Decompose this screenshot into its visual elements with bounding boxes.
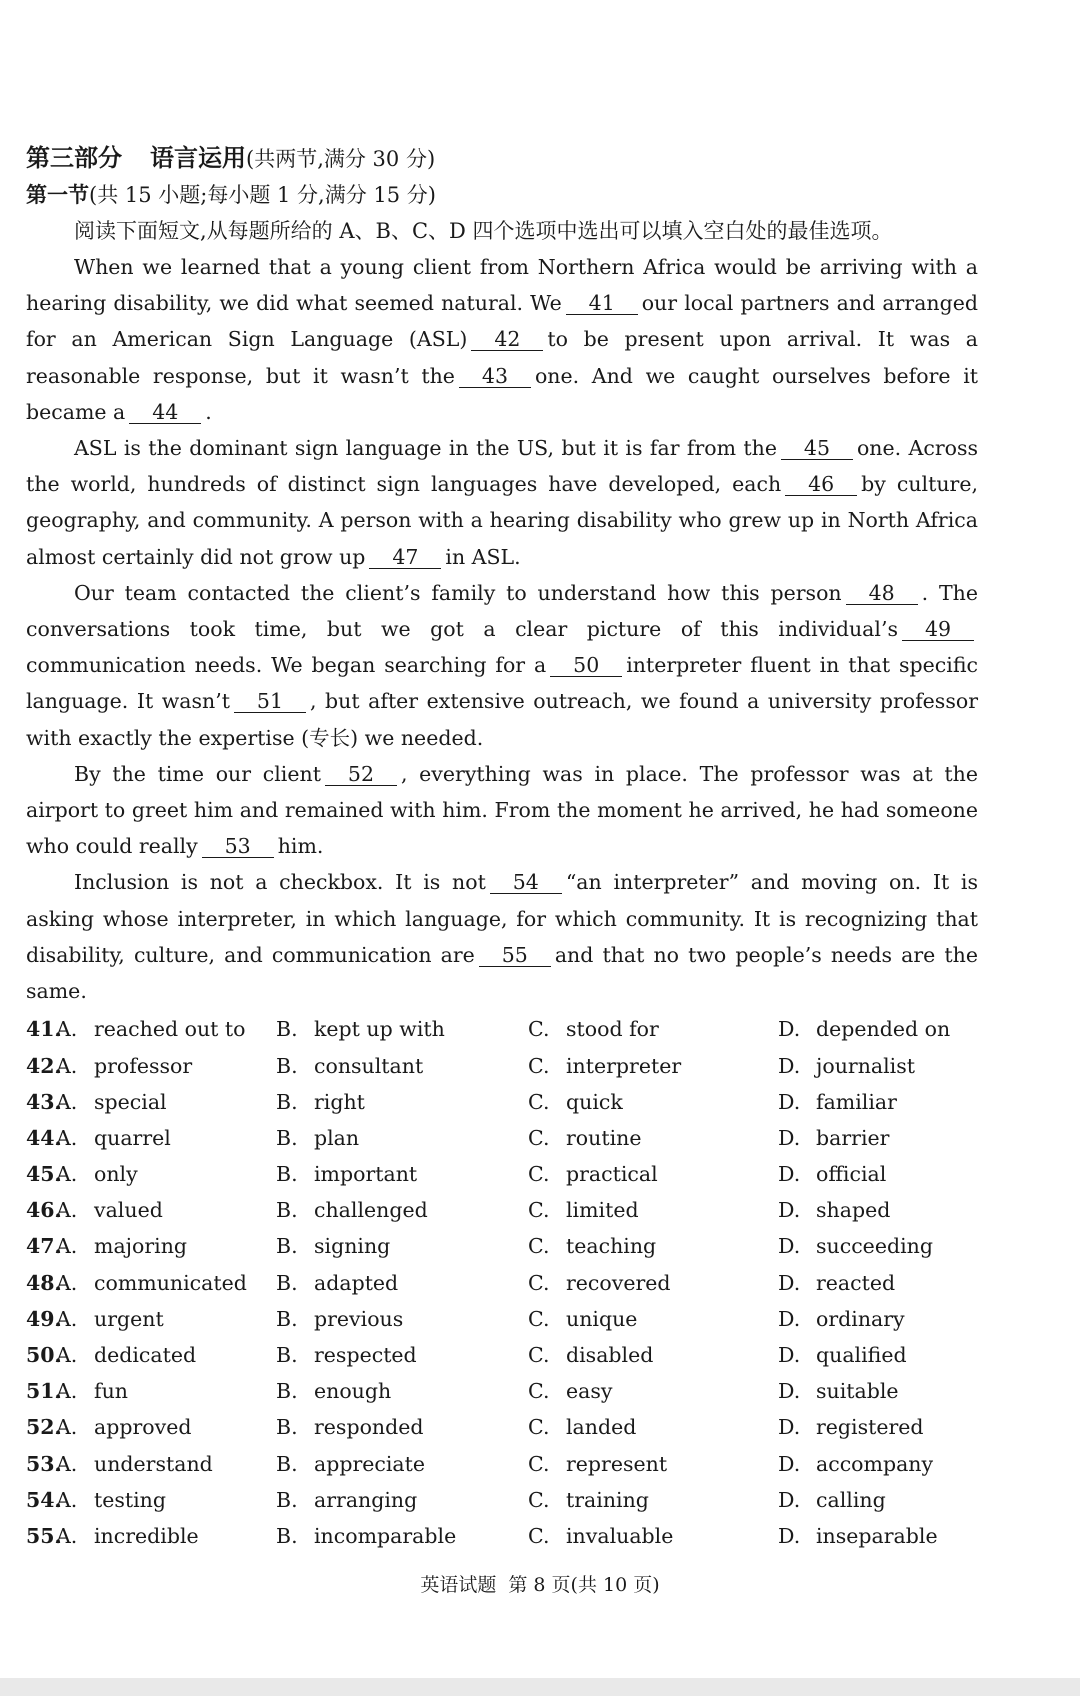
option-letter: A.: [56, 1306, 78, 1331]
option-letter: C.: [528, 1343, 550, 1368]
option-letter: D.: [778, 1270, 801, 1295]
passage-paragraph-1: [26, 249, 978, 430]
option-text: disabled: [566, 1343, 654, 1368]
option-c: [528, 1524, 778, 1548]
option-letter: B.: [276, 1053, 298, 1078]
option-letter: C.: [528, 1162, 550, 1187]
passage-text: in ASL.: [445, 544, 521, 569]
option-text: adapted: [314, 1270, 399, 1295]
question-row: [26, 1192, 978, 1228]
option-letter: C.: [528, 1234, 550, 1259]
option-a: [26, 1488, 276, 1512]
option-c: [528, 1379, 778, 1403]
option-text: enough: [314, 1379, 392, 1404]
question-number: 50.: [26, 1343, 62, 1368]
option-text: quarrel: [94, 1125, 171, 1150]
option-text: invaluable: [566, 1523, 674, 1548]
option-letter: C.: [528, 1125, 550, 1150]
bottom-band: [0, 1678, 1080, 1696]
blank-50: 50: [550, 654, 622, 677]
section-title: [26, 140, 978, 177]
question-number: 48.: [26, 1270, 62, 1295]
option-d: [778, 1054, 978, 1078]
question-number: 46.: [26, 1198, 62, 1223]
question-number: 51.: [26, 1379, 62, 1404]
option-c: [528, 1126, 778, 1150]
option-letter: A.: [56, 1125, 78, 1150]
option-letter: A.: [56, 1198, 78, 1223]
option-c: [528, 1234, 778, 1258]
blank-52: 52: [325, 763, 397, 786]
option-c: [528, 1415, 778, 1439]
blank-55: 55: [479, 944, 551, 967]
option-b: [276, 1452, 528, 1476]
option-a: [26, 1017, 276, 1041]
blank-44: 44: [129, 401, 201, 424]
subsection-note: (共 15 小题;每小题 1 分,满分 15 分): [89, 183, 436, 207]
option-letter: A.: [56, 1451, 78, 1476]
option-d: [778, 1307, 978, 1331]
option-text: only: [94, 1162, 138, 1187]
option-d: [778, 1198, 978, 1222]
option-letter: D.: [778, 1162, 801, 1187]
option-text: suitable: [816, 1379, 899, 1404]
question-number: 55.: [26, 1523, 62, 1548]
option-a: [26, 1524, 276, 1548]
option-text: barrier: [816, 1125, 890, 1150]
option-a: [26, 1162, 276, 1186]
option-b: [276, 1488, 528, 1512]
option-letter: C.: [528, 1089, 550, 1114]
option-text: routine: [566, 1125, 642, 1150]
question-row: [26, 1337, 978, 1373]
option-a: [26, 1415, 276, 1439]
passage-text: ASL is the dominant sign language in the US, but it is far from the: [74, 436, 777, 461]
question-number: 42.: [26, 1053, 62, 1078]
option-b: [276, 1271, 528, 1295]
section-title-sub: 语言运用: [150, 143, 246, 172]
passage-text: one. Across the world, hundreds of distinct sign languages have developed, each: [26, 436, 978, 497]
option-text: approved: [94, 1415, 192, 1440]
option-letter: D.: [778, 1343, 801, 1368]
question-number: 52.: [26, 1415, 62, 1440]
question-number: 49.: [26, 1306, 62, 1331]
option-text: qualified: [816, 1343, 907, 1368]
question-row: [26, 1120, 978, 1156]
option-letter: B.: [276, 1270, 298, 1295]
section-title-note: (共两节,满分 30 分): [246, 147, 436, 171]
option-d: [778, 1524, 978, 1548]
option-text: majoring: [94, 1234, 188, 1259]
blank-53: 53: [202, 835, 274, 858]
option-letter: D.: [778, 1234, 801, 1259]
option-d: [778, 1343, 978, 1367]
footer-page-number: 第 8 页(共 10 页): [508, 1574, 660, 1596]
option-letter: C.: [528, 1053, 550, 1078]
footer-subject: 英语试题: [420, 1574, 497, 1596]
option-c: [528, 1198, 778, 1222]
option-text: shaped: [816, 1198, 891, 1223]
option-letter: D.: [778, 1415, 801, 1440]
option-b: [276, 1162, 528, 1186]
option-letter: D.: [778, 1053, 801, 1078]
option-letter: B.: [276, 1306, 298, 1331]
option-d: [778, 1126, 978, 1150]
option-d: [778, 1415, 978, 1439]
option-letter: B.: [276, 1487, 298, 1512]
option-letter: A.: [56, 1343, 78, 1368]
option-b: [276, 1307, 528, 1331]
option-text: right: [314, 1089, 365, 1114]
option-letter: D.: [778, 1379, 801, 1404]
option-letter: A.: [56, 1234, 78, 1259]
option-a: [26, 1379, 276, 1403]
option-letter: A.: [56, 1053, 78, 1078]
option-text: reacted: [816, 1270, 896, 1295]
option-text: fun: [94, 1379, 128, 1404]
question-row: [26, 1084, 978, 1120]
option-a: [26, 1343, 276, 1367]
option-text: responded: [314, 1415, 424, 1440]
option-text: respected: [314, 1343, 417, 1368]
option-letter: B.: [276, 1343, 298, 1368]
option-text: calling: [816, 1487, 886, 1512]
option-text: appreciate: [314, 1451, 426, 1476]
option-letter: B.: [276, 1125, 298, 1150]
option-letter: B.: [276, 1415, 298, 1440]
option-text: represent: [566, 1451, 668, 1476]
blank-42: 42: [471, 328, 543, 351]
passage-text: Our team contacted the client’s family to understand how this person: [74, 580, 842, 605]
option-letter: A.: [56, 1379, 78, 1404]
option-letter: D.: [778, 1487, 801, 1512]
option-text: teaching: [566, 1234, 657, 1259]
option-letter: D.: [778, 1306, 801, 1331]
option-letter: D.: [778, 1451, 801, 1476]
option-letter: A.: [56, 1162, 78, 1187]
question-row: [26, 1446, 978, 1482]
option-d: [778, 1488, 978, 1512]
blank-49: 49: [902, 618, 974, 641]
question-row: [26, 1156, 978, 1192]
blank-51: 51: [234, 690, 306, 713]
option-text: reached out to: [94, 1017, 246, 1042]
question-number: 44.: [26, 1125, 62, 1150]
option-b: [276, 1524, 528, 1548]
option-d: [778, 1379, 978, 1403]
option-text: special: [94, 1089, 167, 1114]
blank-47: 47: [369, 546, 441, 569]
option-letter: A.: [56, 1270, 78, 1295]
question-row: [26, 1011, 978, 1047]
blank-54: 54: [490, 871, 562, 894]
question-row: [26, 1265, 978, 1301]
blank-45: 45: [781, 437, 853, 460]
option-b: [276, 1090, 528, 1114]
option-text: recovered: [566, 1270, 671, 1295]
option-text: unique: [566, 1306, 638, 1331]
option-a: [26, 1307, 276, 1331]
passage-text: him.: [277, 834, 324, 859]
blank-41: 41: [566, 292, 638, 315]
option-text: communicated: [94, 1270, 247, 1295]
option-a: [26, 1054, 276, 1078]
passage-text: , but after extensive outreach, we found a university professor with exactly the expertise (专长) we needed.: [26, 689, 978, 750]
option-c: [528, 1307, 778, 1331]
option-text: depended on: [816, 1017, 951, 1042]
passage-text: By the time our client: [74, 761, 321, 786]
exam-content: [26, 140, 978, 1554]
option-text: training: [566, 1487, 649, 1512]
question-row: [26, 1482, 978, 1518]
option-text: journalist: [816, 1053, 915, 1078]
option-letter: B.: [276, 1198, 298, 1223]
option-text: quick: [566, 1089, 623, 1114]
option-letter: D.: [778, 1125, 801, 1150]
option-letter: A.: [56, 1017, 78, 1042]
option-text: landed: [566, 1415, 637, 1440]
instructions: 阅读下面短文,从每题所给的 A、B、C、D 四个选项中选出可以填入空白处的最佳选项。: [74, 219, 893, 243]
passage-text: interpreter fluent in that specific language. It wasn’t: [26, 653, 978, 714]
option-text: kept up with: [314, 1017, 445, 1042]
option-d: [778, 1234, 978, 1258]
subsection-title: [26, 177, 978, 213]
options-list: [26, 1011, 978, 1554]
question-row: [26, 1047, 978, 1083]
option-text: testing: [94, 1487, 167, 1512]
option-letter: C.: [528, 1415, 550, 1440]
option-letter: D.: [778, 1017, 801, 1042]
passage-paragraph-4: [26, 756, 978, 865]
option-b: [276, 1198, 528, 1222]
option-letter: A.: [56, 1487, 78, 1512]
option-letter: C.: [528, 1523, 550, 1548]
option-c: [528, 1452, 778, 1476]
option-letter: B.: [276, 1234, 298, 1259]
option-letter: C.: [528, 1017, 550, 1042]
option-c: [528, 1488, 778, 1512]
option-text: plan: [314, 1125, 360, 1150]
passage-text: When we learned that a young client from Northern Africa would be arriving with a hearing disability, we did what seemed natural. We: [26, 255, 978, 316]
option-letter: C.: [528, 1451, 550, 1476]
option-letter: C.: [528, 1379, 550, 1404]
option-letter: C.: [528, 1487, 550, 1512]
option-text: dedicated: [94, 1343, 197, 1368]
passage-text: by culture, geography, and community. A person with a hearing disability who grew up in North Africa almost certainly did not grow up: [26, 472, 978, 569]
question-row: [26, 1409, 978, 1445]
option-text: urgent: [94, 1306, 164, 1331]
option-text: familiar: [816, 1089, 897, 1114]
option-letter: B.: [276, 1379, 298, 1404]
option-a: [26, 1198, 276, 1222]
option-text: stood for: [566, 1017, 659, 1042]
option-d: [778, 1452, 978, 1476]
option-b: [276, 1234, 528, 1258]
option-letter: A.: [56, 1523, 78, 1548]
option-letter: B.: [276, 1089, 298, 1114]
option-c: [528, 1162, 778, 1186]
question-row: [26, 1518, 978, 1554]
passage-text: .: [205, 399, 212, 424]
option-text: signing: [314, 1234, 391, 1259]
option-a: [26, 1452, 276, 1476]
option-b: [276, 1126, 528, 1150]
option-text: consultant: [314, 1053, 424, 1078]
option-b: [276, 1017, 528, 1041]
question-number: 54.: [26, 1487, 62, 1512]
passage-text: . The conversations took time, but we got a clear picture of this individual’s: [26, 580, 978, 642]
subsection-title-main: 第一节: [26, 182, 89, 207]
option-text: easy: [566, 1379, 613, 1404]
option-a: [26, 1271, 276, 1295]
option-text: succeeding: [816, 1234, 933, 1259]
option-letter: A.: [56, 1415, 78, 1440]
option-letter: D.: [778, 1198, 801, 1223]
option-text: important: [314, 1162, 418, 1187]
option-letter: B.: [276, 1017, 298, 1042]
option-text: professor: [94, 1053, 193, 1078]
option-c: [528, 1090, 778, 1114]
option-b: [276, 1379, 528, 1403]
question-row: [26, 1228, 978, 1264]
blank-48: 48: [846, 582, 918, 605]
question-row: [26, 1301, 978, 1337]
option-letter: C.: [528, 1270, 550, 1295]
option-letter: B.: [276, 1162, 298, 1187]
passage-text: our local partners and arranged for an American Sign Language (ASL): [26, 291, 978, 352]
passage-text: and that no two people’s needs are the same.: [26, 942, 978, 1004]
option-c: [528, 1054, 778, 1078]
passage-text: Inclusion is not a checkbox. It is not: [74, 870, 486, 895]
question-number: 53.: [26, 1451, 62, 1476]
question-row: [26, 1373, 978, 1409]
option-a: [26, 1090, 276, 1114]
blank-43: 43: [459, 365, 531, 388]
question-number: 47.: [26, 1234, 62, 1259]
option-letter: A.: [56, 1089, 78, 1114]
option-d: [778, 1271, 978, 1295]
option-text: registered: [816, 1415, 924, 1440]
option-b: [276, 1343, 528, 1367]
passage-text: to be present upon arrival. It was a reasonable response, but it wasn’t the: [26, 327, 978, 388]
option-text: inseparable: [816, 1523, 938, 1548]
option-text: official: [816, 1162, 887, 1187]
option-c: [528, 1343, 778, 1367]
option-d: [778, 1017, 978, 1041]
question-number: 43.: [26, 1089, 62, 1114]
option-text: previous: [314, 1306, 404, 1331]
option-text: arranging: [314, 1487, 418, 1512]
section-title-main: 第三部分: [26, 143, 122, 172]
option-text: practical: [566, 1162, 658, 1187]
option-letter: B.: [276, 1451, 298, 1476]
passage-paragraph-3: [26, 575, 978, 756]
option-b: [276, 1415, 528, 1439]
option-text: challenged: [314, 1198, 428, 1223]
option-letter: C.: [528, 1198, 550, 1223]
option-letter: C.: [528, 1306, 550, 1331]
option-text: valued: [94, 1198, 163, 1223]
option-a: [26, 1126, 276, 1150]
blank-46: 46: [785, 473, 857, 496]
option-letter: D.: [778, 1523, 801, 1548]
passage-text: , everything was in place. The professor was at the airport to greet him and remained with him. From the moment he arrived, he had someone who could really: [26, 761, 978, 859]
passage-text: one. And we caught ourselves before it became a: [26, 363, 978, 424]
option-b: [276, 1054, 528, 1078]
option-c: [528, 1017, 778, 1041]
option-letter: B.: [276, 1523, 298, 1548]
question-number: 41.: [26, 1017, 62, 1042]
option-text: incomparable: [314, 1523, 457, 1548]
option-d: [778, 1162, 978, 1186]
question-number: 45.: [26, 1162, 62, 1187]
passage-text: communication needs. We began searching for a: [26, 653, 547, 678]
option-text: interpreter: [566, 1053, 682, 1078]
option-text: accompany: [816, 1451, 934, 1476]
passage-text: “an interpreter” and moving on. It is asking whose interpreter, in which language, for which community. It is recognizing that disability, culture, and communication are: [26, 870, 978, 967]
option-text: ordinary: [816, 1306, 905, 1331]
option-text: incredible: [94, 1523, 199, 1548]
option-d: [778, 1090, 978, 1114]
passage-paragraph-5: [26, 864, 978, 1009]
passage-paragraph-2: [26, 430, 978, 575]
option-letter: D.: [778, 1089, 801, 1114]
option-c: [528, 1271, 778, 1295]
page-footer: [0, 1570, 1080, 1597]
option-text: limited: [566, 1198, 639, 1223]
option-text: understand: [94, 1451, 213, 1476]
option-a: [26, 1234, 276, 1258]
